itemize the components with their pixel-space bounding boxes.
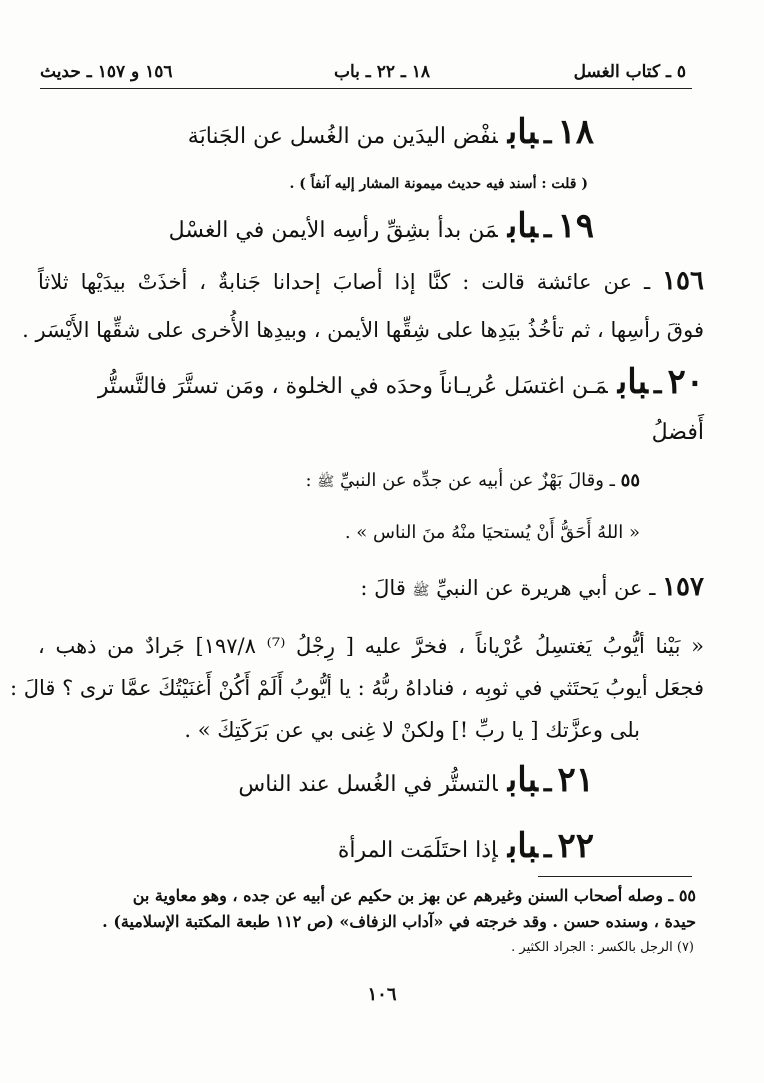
bab-20-title-cont: أَفضلُ [651, 420, 704, 445]
bab-word: باب [507, 206, 538, 246]
muallaq-55-line-2: « اللهُ أَحَقُّ أَنْ يُستحيَا منْهُ منَ الناس » . [344, 522, 640, 543]
hadith-157-line-1: « بَيْنا أيُّوبُ يَغتسِلُ عُرْياناً ، فخرَّ عليه [ رِجْلُ ⁽⁷⁾ ١٩٧/٨] جَرادٌ من ذهب ، [38, 634, 704, 658]
bab-word: باب [507, 826, 538, 866]
bab-number: ١٨ [557, 112, 594, 152]
hadith-157-intro: ١٥٧ ـ عن أبي هريرة عن النبيِّ ﷺ قالَ : [360, 572, 704, 602]
page-number: ١٠٦ [367, 984, 397, 1005]
bab-title: مَن بدأ بشِقِّ رأسِه الأيمن في الغسْل [168, 218, 498, 243]
muallaq-number: ٥٥ [620, 470, 640, 491]
salutation-glyph: ﷺ [412, 583, 430, 599]
footnote-55-line-2: حيدة ، وسنده حسن . وقد خرجته في «آداب الزفاف» (ص ١١٢ طبعة المكتبة الإسلامية) . [102, 912, 696, 931]
footnote-rule [538, 876, 692, 877]
hadith-156-line-2: فوقَ رأسِها ، ثم تأخُذُ بيَدِها على شِقِّها الأيمن ، وبيدِها الأُخرى على شقِّها الأَيْسَر . [22, 318, 704, 342]
bab-word: باب [507, 760, 538, 800]
bab-word: باب [507, 112, 538, 152]
header-rule [40, 88, 692, 89]
bab-word: باب [617, 362, 648, 402]
bab-number: ١٩ [557, 206, 594, 246]
bab-19-heading: ١٩ـبابمَن بدأ بشِقِّ رأسِه الأيمن في الغسْل [168, 206, 594, 246]
footnote-55-line-1: ٥٥ ـ وصله أصحاب السنن وغيرهم عن بهز بن حكيم عن أبيه عن جده ، وهو معاوية بن [132, 886, 696, 905]
bab-22-heading: ٢٢ـبابإذا احتَلَمَت المرأة [337, 826, 594, 866]
hadith-156-line-1 [38, 266, 704, 296]
salutation-glyph: ﷺ [317, 474, 335, 490]
bab-number: ٢١ [557, 760, 594, 800]
bab-title: مَـن اغتسَل عُريـاناً وحدَه في الخلوة ، ومَن تستَّرَ فالتَّستُّر [97, 374, 608, 399]
header-hadiths: ١٥٦ و ١٥٧ ـ حديث [40, 62, 173, 82]
footnote-7: (٧) الرجل بالكسر : الجراد الكثير . [511, 940, 694, 955]
bab-number: ٢٢ [557, 826, 594, 866]
hadith-157-line-2: فجعَل أيوبُ يَحتَثي في ثوبِه ، فناداهُ ربُّهُ : يا أيُّوبُ أَلَمْ أَكُنْ أَغنَيْتُكَ عمَّا ترى ؟ قالَ : [9, 676, 704, 700]
muallaq-text: ـ وقالَ بَهْزٌ عن أبيه عن جدِّه عن النبيِّ [340, 470, 615, 491]
note-18: ( قلت : أسند فيه حديث ميمونة المشار إليه آنفاً ) . [289, 176, 588, 192]
hadith-text: ـ عن عائشة قالت : كنَّا إذا أصابَ إحدانا جَنابةٌ ، أخذَتْ بيدَيْها ثلاثاً [38, 270, 651, 294]
bab-title: إذا احتَلَمَت المرأة [337, 838, 498, 863]
bab-21-heading: ٢١ـبابالتستُّر في الغُسل عند الناس [238, 760, 594, 800]
bab-number: ٢٠ [667, 362, 704, 402]
bab-title: نفْض اليدَين من الغُسل عن الجَنابَة [187, 124, 498, 149]
bab-20-heading: ٢٠ـبابمَـن اغتسَل عُريـاناً وحدَه في الخلوة ، ومَن تستَّرَ فالتَّستُّر [97, 362, 704, 402]
hadith-text: ـ عن أبي هريرة عن النبيِّ [436, 576, 656, 600]
bab-18-heading: ١٨ـبابنفْض اليدَين من الغُسل عن الجَنابَة [187, 112, 594, 152]
header-chapter: ٥ ـ كتاب الغسل [573, 62, 686, 82]
header-babs: ١٨ ـ ٢٢ ـ باب [333, 62, 431, 82]
muallaq-55-line-1: ٥٥ ـ وقالَ بَهْزٌ عن أبيه عن جدِّه عن النبيِّ ﷺ : [305, 470, 640, 491]
hadith-number: ١٥٦ [662, 266, 704, 296]
hadith-157-line-3: بلى وعزَّتك [ يا ربِّ !] ولكنْ لا غِنى بي عن بَرَكَتِكَ » . [184, 718, 640, 742]
hadith-number: ١٥٧ [662, 572, 704, 602]
bab-title: التستُّر في الغُسل عند الناس [238, 772, 498, 797]
